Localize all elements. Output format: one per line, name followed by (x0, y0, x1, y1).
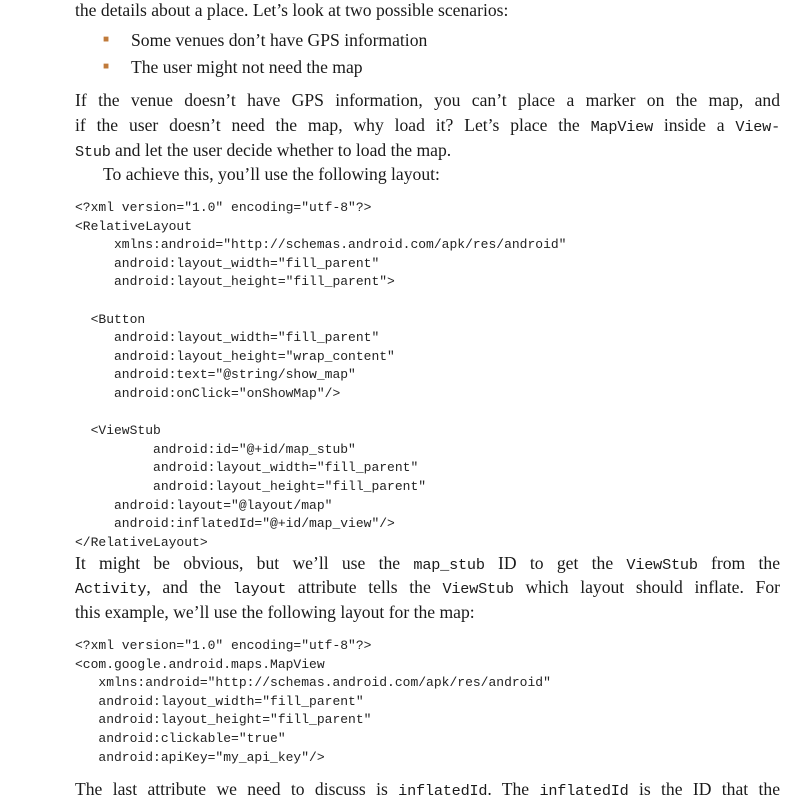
intro-tail-line: the details about a place. Let’s look at two possible scenarios: (75, 0, 509, 20)
paragraph-indented: To achieve this, you’ll use the following layout: (103, 164, 440, 184)
bullet-marker-icon: ■ (103, 34, 110, 45)
code-block-relative-layout: <?xml version="1.0" encoding="utf-8"?> <RelativeLayout xmlns:android="http://schemas.android.com/apk/res/android" android:layout_width="fill_parent" android:layout_height="fill_parent"> <Button android:layout_width="fill_parent" android:layout_height="wrap_content" android:text="@string/show_map" android:onClick="onShowMap"/> <ViewStub android:id="@+id/map_stub" android:layout_width="fill_parent" android:layout_height="fill_parent" android:layout="@layout/map" android:inflatedId="@+id/map_view"/> </RelativeLayout> (75, 200, 567, 550)
bullet-marker-icon: ■ (103, 61, 110, 72)
paragraph-line: Activity, and the layout attribute tells the ViewStub which layout should inflate. For (75, 577, 780, 598)
bullet-item: The user might not need the map (131, 57, 363, 77)
paragraph-line: Stub and let the user decide whether to load the map. (75, 140, 452, 161)
paragraph-line: The last attribute we need to discuss is inflatedId. The inflatedId is the ID that the (75, 779, 781, 800)
code-block-mapview: <?xml version="1.0" encoding="utf-8"?> <com.google.android.maps.MapView xmlns:android="http://schemas.android.com/apk/res/android" android:layout_width="fill_parent" android:layout_height="fill_parent" android:clickable="true" android:apiKey="my_api_key"/> (75, 638, 551, 765)
paragraph-line: It might be obvious, but we’ll use the map_stub ID to get the ViewStub from the (75, 553, 781, 574)
paragraph-line: this example, we’ll use the following layout for the map: (75, 602, 475, 622)
paragraph-line: if the user doesn’t need the map, why load it? Let’s place the MapView inside a View- (75, 115, 780, 136)
paragraph-line: If the venue doesn’t have GPS information, you can’t place a marker on the map, and (75, 90, 780, 110)
bullet-item: Some venues don’t have GPS information (131, 30, 428, 50)
